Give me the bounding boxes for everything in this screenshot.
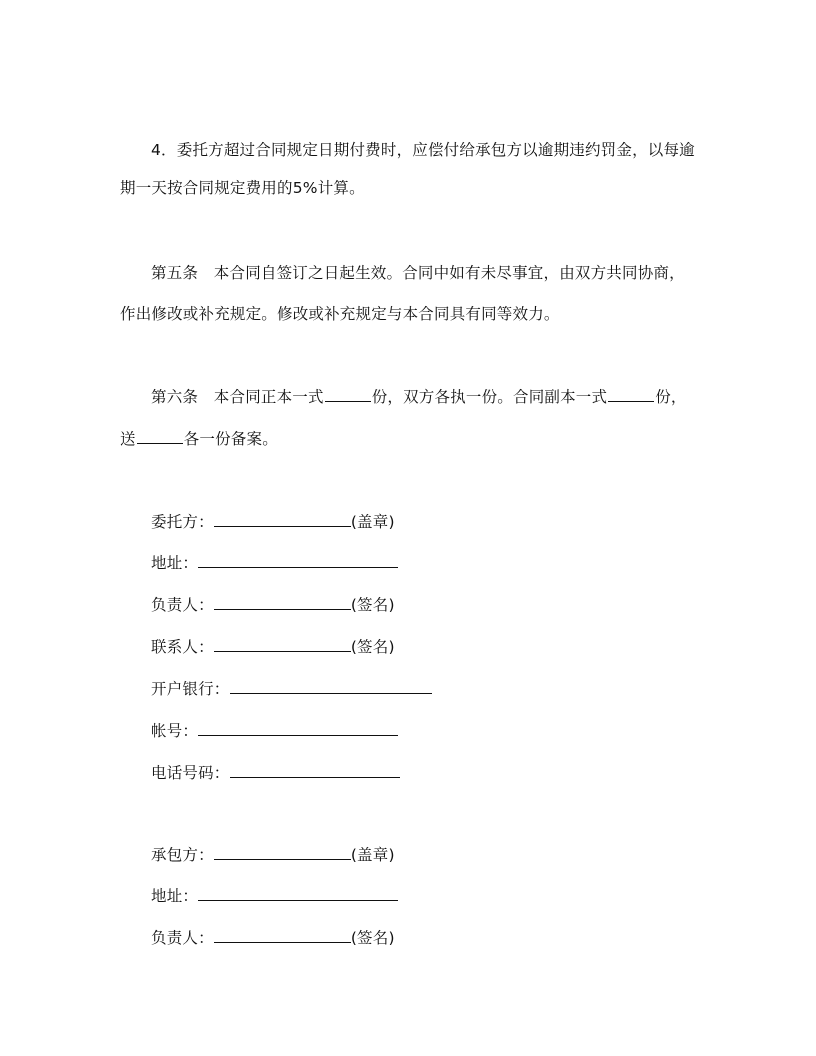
client-bank-label: 开户银行： [151, 680, 230, 698]
copies-blank-duplicate[interactable] [608, 386, 654, 402]
clause-4-line-1: 4．委托方超过合同规定日期付费时，应偿付给承包方以逾期违约罚金，以每逾 [151, 141, 695, 159]
contractor-manager-row [151, 927, 395, 948]
client-party-field[interactable] [214, 511, 351, 527]
client-contact-signature-note: (签名) [350, 638, 395, 656]
article-6-text-b: 份，双方各执一份。合同副本一式 [371, 388, 608, 406]
client-address-row [151, 552, 398, 573]
contractor-manager-signature-note: (签名) [350, 929, 395, 947]
client-party-label: 委托方： [151, 513, 214, 531]
client-phone-label: 电话号码： [151, 764, 230, 782]
client-contact-field[interactable] [214, 636, 351, 652]
contractor-address-field[interactable] [198, 885, 398, 901]
client-address-label: 地址： [151, 554, 199, 572]
contractor-party-row [151, 844, 395, 865]
client-manager-signature-note: (签名) [350, 596, 395, 614]
contractor-seal-note: (盖章) [350, 846, 395, 864]
article-5-line-2: 作出修改或补充规定。修改或补充规定与本合同具有同等效力。 [120, 305, 560, 323]
article-6-line-2 [120, 428, 278, 449]
article-6-text-c: 份， [655, 388, 687, 406]
client-account-label: 帐号： [151, 722, 199, 740]
article-6-text-a: 第六条 本合同正本一式 [151, 388, 324, 406]
contractor-address-label: 地址： [151, 887, 199, 905]
client-manager-label: 负责人： [151, 596, 214, 614]
article-6-text-e: 各一份备案。 [183, 430, 278, 448]
article-6-line-1 [151, 386, 687, 407]
client-account-row [151, 720, 398, 741]
client-party-row [151, 511, 395, 532]
contractor-party-field[interactable] [214, 844, 351, 860]
client-seal-note: (盖章) [350, 513, 395, 531]
client-contact-label: 联系人： [151, 638, 214, 656]
contractor-manager-label: 负责人： [151, 929, 214, 947]
client-manager-row [151, 594, 395, 615]
client-bank-row [151, 678, 432, 699]
contractor-manager-field[interactable] [214, 927, 351, 943]
contractor-address-row [151, 885, 398, 906]
client-phone-row [151, 762, 400, 783]
client-address-field[interactable] [198, 552, 398, 568]
client-phone-field[interactable] [230, 762, 400, 778]
contractor-party-label: 承包方： [151, 846, 214, 864]
article-6-text-d: 送 [120, 430, 136, 448]
client-manager-field[interactable] [214, 594, 351, 610]
client-contact-row [151, 636, 395, 657]
client-bank-field[interactable] [230, 678, 432, 694]
article-5-line-1: 第五条 本合同自签订之日起生效。合同中如有未尽事宜，由双方共同协商， [151, 264, 685, 282]
filing-recipient-blank[interactable] [137, 428, 183, 444]
clause-4-line-2: 期一天按合同规定费用的5%计算。 [120, 179, 365, 197]
client-account-field[interactable] [198, 720, 398, 736]
copies-blank-original[interactable] [325, 386, 371, 402]
